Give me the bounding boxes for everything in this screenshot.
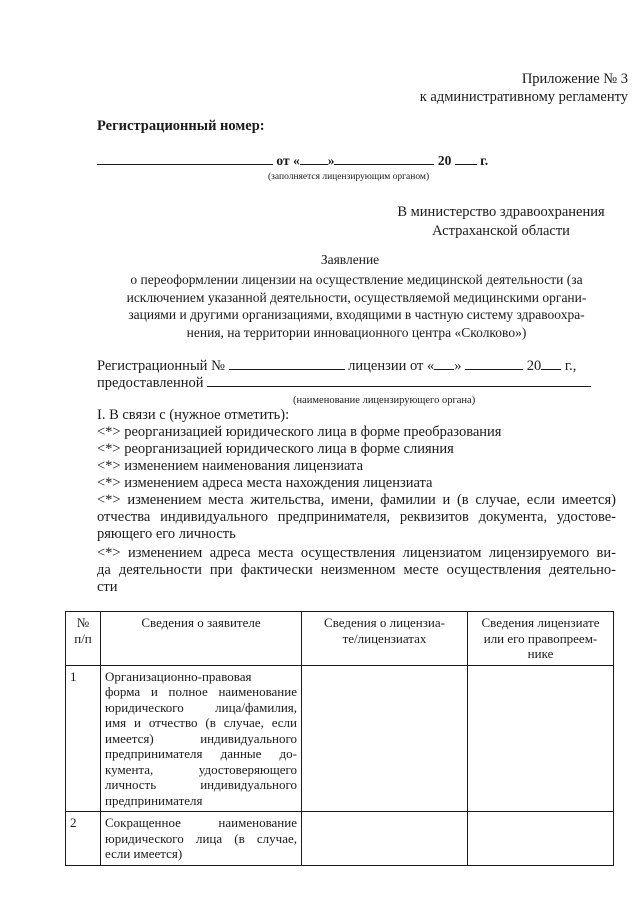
provided-label: предоставленной xyxy=(97,375,204,391)
reason-item-6[interactable] xyxy=(97,545,616,596)
successor-input-cell[interactable] xyxy=(468,812,614,866)
reasons-intro: I. В связи с (нужное отметить): xyxy=(97,407,290,423)
reason-checkbox-item[interactable]: <*> изменением адреса места нахождения лицензиата xyxy=(97,475,433,491)
registration-note: (заполняется лицензирующим органом) xyxy=(268,172,430,182)
license-reg-label: Регистрационный № xyxy=(97,358,225,374)
license-year-suffix: г., xyxy=(564,358,577,374)
year-field[interactable] xyxy=(455,163,477,165)
licensing-authority-field[interactable] xyxy=(207,385,591,387)
license-year-field[interactable] xyxy=(541,368,561,370)
provided-line xyxy=(97,375,591,392)
header-text: Сведения лицензиате xyxy=(481,615,600,630)
appendix-reference: к административному регламенту xyxy=(419,89,628,105)
row-description xyxy=(101,665,302,812)
header-text: № xyxy=(76,615,90,630)
licensee-input-cell[interactable] xyxy=(302,812,468,866)
licensing-authority-note: (наименование лицензирующего органа) xyxy=(293,395,476,406)
title-line: нения, на территории инновационного центра «Сколково») xyxy=(186,324,527,340)
reason-checkbox-item[interactable]: <*> реорганизацией юридического лица в форме слияния xyxy=(97,441,454,457)
month-field[interactable] xyxy=(334,163,434,165)
license-year-prefix: 20 xyxy=(526,358,542,374)
applicant-info-table xyxy=(65,611,614,866)
appendix-header xyxy=(420,70,628,106)
title-description xyxy=(97,271,616,341)
license-from-label: лицензии от « xyxy=(348,358,435,374)
header-text: нике xyxy=(527,646,554,661)
reason-line: ряющего его личность xyxy=(97,526,236,542)
successor-input-cell[interactable] xyxy=(468,665,614,812)
registration-label: Регистрационный номер: xyxy=(97,118,265,134)
reason-line: да деятельности при фактически неизменном месте осуществления деятельно- xyxy=(97,562,616,578)
header-text: или его правопреем- xyxy=(483,630,598,646)
document-title: Заявление xyxy=(320,252,380,267)
addressee xyxy=(392,203,610,241)
reasons-list xyxy=(97,407,501,492)
cell-line: Сокращенное наименование xyxy=(105,815,297,830)
header-text: Сведения о лицензиа- xyxy=(324,615,445,630)
license-month-field[interactable] xyxy=(465,368,523,370)
registration-number-field[interactable] xyxy=(97,163,273,165)
reason-line: отчества индивидуального предпринимателя, реквизитов документа, удостове- xyxy=(97,509,616,525)
reason-line: сти xyxy=(97,579,118,595)
license-quote-close: » xyxy=(454,358,462,374)
cell-line: юридического лица/фамилия, xyxy=(105,699,297,715)
title-line: исключением указанной деятельности, осуществляемой медицинскими органи- xyxy=(126,289,587,305)
from-label: от « xyxy=(276,153,300,168)
header-text: те/лицензиатах xyxy=(342,630,427,646)
cell-line: предпринимателя данные до- xyxy=(105,746,297,761)
cell-line: если имеется) xyxy=(105,846,183,861)
table-row xyxy=(66,812,614,866)
reason-checkbox-item[interactable]: <*> изменением наименования лицензиата xyxy=(97,458,364,474)
reason-line: <*> изменением места жительства, имени, фамилии и (в случае, если имеется) xyxy=(97,492,616,508)
header-applicant xyxy=(101,612,302,666)
cell-line: предпринимателя xyxy=(105,792,203,808)
row-number: 2 xyxy=(66,812,101,866)
table-row xyxy=(66,665,614,812)
license-line xyxy=(97,358,576,375)
cell-line: юридического лица (в случае, xyxy=(105,830,297,846)
license-day-field[interactable] xyxy=(434,368,454,370)
header-licensee xyxy=(302,612,468,666)
reason-checkbox-item[interactable]: <*> реорганизацией юридического лица в форме преобразования xyxy=(97,424,502,440)
header-successor xyxy=(468,612,614,666)
table-header-row xyxy=(66,612,614,666)
registration-date-line xyxy=(97,153,488,169)
header-text: Сведения о заявителе xyxy=(141,615,261,630)
cell-line: Организационно-правовая xyxy=(105,668,252,684)
row-description xyxy=(101,812,302,866)
title-line: зациями и другими организациями, входящими в частную систему здравоохра- xyxy=(128,307,585,322)
reason-line: <*> изменением адреса места осуществления лицензиатом лицензируемого ви- xyxy=(97,545,616,561)
year-prefix: 20 xyxy=(437,153,452,168)
reason-item-5[interactable] xyxy=(97,492,616,543)
license-number-field[interactable] xyxy=(229,368,345,370)
header-text: п/п xyxy=(74,630,92,646)
quote-close: » xyxy=(327,153,335,168)
addressee-line1: В министерство здравоохранения xyxy=(397,204,605,220)
licensee-input-cell[interactable] xyxy=(302,665,468,812)
title-line: о переоформлении лицензии на осуществление медицинской деятельности (за xyxy=(130,272,583,287)
row-number: 1 xyxy=(66,665,101,812)
appendix-number: Приложение № 3 xyxy=(521,71,628,87)
cell-line: личность индивидуального xyxy=(105,777,297,792)
addressee-line2: Астраханской области xyxy=(432,223,570,239)
year-suffix: г. xyxy=(480,153,489,168)
cell-line: имеется) индивидуального xyxy=(105,730,297,746)
cell-line: имя и отчество (в случае, если xyxy=(105,715,297,730)
header-number xyxy=(66,612,101,666)
cell-line: кумента, удостоверяющего xyxy=(105,761,297,777)
cell-line: форма и полное наименование xyxy=(105,684,297,699)
day-field[interactable] xyxy=(300,163,328,165)
